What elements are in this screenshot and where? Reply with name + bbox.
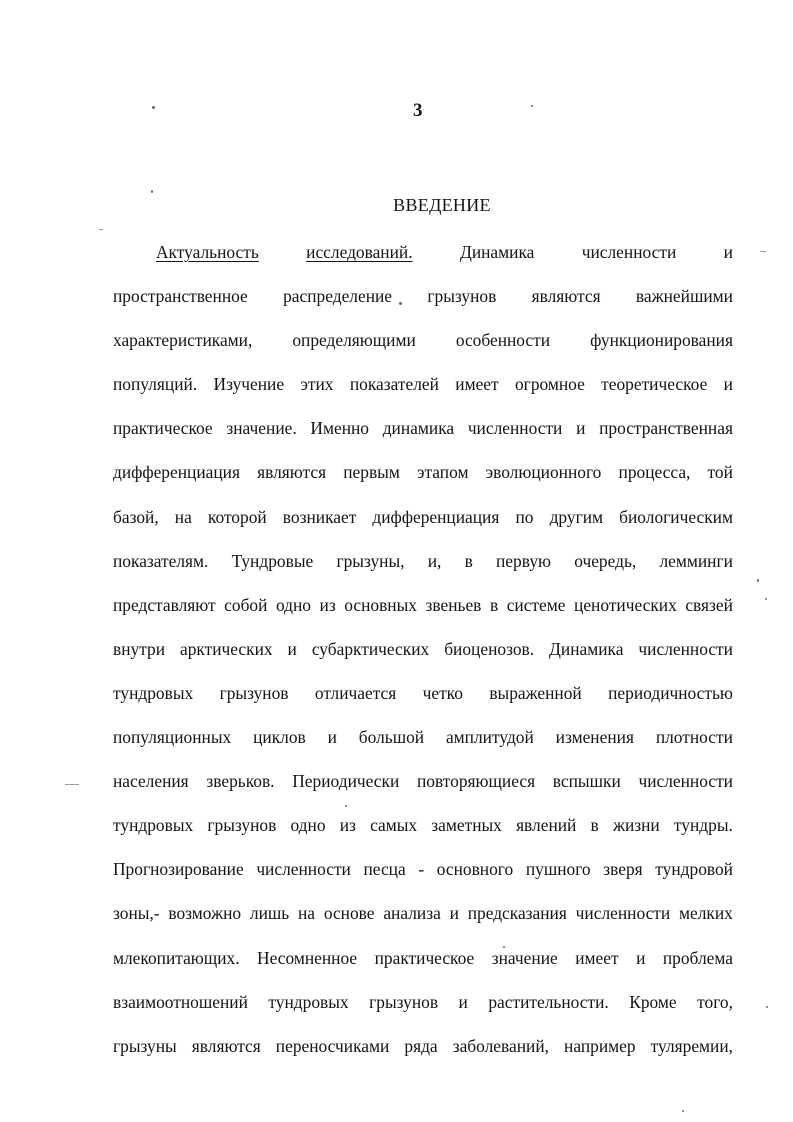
word: одно (275, 594, 311, 615)
scan-speck (531, 105, 533, 107)
word: численности (581, 242, 677, 262)
scan-speck (682, 1110, 684, 1112)
word: ценотических (574, 594, 677, 615)
word: связей (685, 594, 733, 615)
word: этапом (417, 462, 469, 483)
text-line (113, 811, 733, 855)
text-line (113, 414, 733, 458)
word: теоретическое (601, 374, 708, 395)
word: являются (191, 1035, 261, 1056)
word: грызунов (369, 991, 439, 1012)
word: являются (531, 286, 601, 307)
word: дифференциация (113, 462, 240, 483)
word: отличается (314, 682, 397, 703)
word: зверьков. (206, 771, 275, 792)
word: изменения (555, 727, 634, 748)
word: грызунов (207, 815, 277, 836)
scan-speck (152, 106, 155, 109)
word: собой (224, 594, 268, 615)
word: в (590, 815, 599, 836)
scan-speck (503, 946, 505, 948)
word: грызунов (427, 286, 497, 307)
text-line (113, 944, 733, 988)
text-line (113, 1032, 733, 1076)
word: и (327, 727, 337, 748)
text-line (113, 370, 733, 414)
word: основных (344, 594, 417, 615)
text-line (113, 458, 733, 502)
word: этих (300, 374, 334, 395)
word: жизни (612, 815, 660, 836)
word: на (298, 903, 316, 924)
word: вспышки (552, 771, 621, 792)
word: четко (422, 682, 463, 703)
word: тундровой (655, 859, 733, 880)
word: Тундровые (231, 550, 314, 571)
word: повторяющиеся (416, 771, 536, 792)
word: очередь, (574, 550, 637, 571)
word: которой (207, 506, 267, 527)
word: биологическим (619, 506, 733, 527)
word: возникает (282, 506, 357, 527)
page-number: 3 (413, 100, 423, 121)
word: большой (358, 727, 425, 748)
word: важнейшими (635, 286, 733, 307)
text-line (113, 899, 733, 943)
word: Динамика (549, 638, 624, 659)
word: и (287, 638, 297, 659)
word: тундры. (673, 815, 733, 836)
word: практическое (374, 947, 475, 968)
word: выраженной (489, 682, 582, 703)
word: растительности. (488, 991, 609, 1012)
scan-mark (760, 251, 766, 252)
word: динамика (382, 418, 455, 439)
word: основного (436, 859, 514, 880)
word: и (723, 242, 733, 262)
word: эволюционного (485, 462, 602, 483)
word: на (174, 506, 192, 527)
word: процесса, (618, 462, 691, 483)
word: заболеваний, (452, 1035, 549, 1056)
word: возможно (168, 903, 242, 924)
word: песца (363, 859, 406, 880)
text-line (113, 238, 733, 282)
scan-speck (766, 1006, 768, 1008)
word: той (707, 462, 733, 483)
word: туляремии, (650, 1035, 733, 1056)
scan-speck (345, 805, 347, 807)
word: численности (638, 771, 733, 792)
word: особенности (455, 330, 551, 351)
word: Именно (310, 418, 369, 439)
word: численности (256, 859, 351, 880)
word: практическое (113, 418, 213, 439)
word: показателям. (113, 550, 209, 571)
text-line (113, 282, 733, 326)
word: циклов (253, 727, 306, 748)
word: дифференциация (372, 506, 500, 527)
word: в (464, 550, 473, 571)
text-line (113, 988, 733, 1032)
text-line (113, 503, 733, 547)
word: лемминги (659, 550, 733, 571)
word: грызуны, (336, 550, 405, 571)
word: в (489, 594, 499, 615)
word: пространственное (113, 286, 248, 307)
word: Изучение (213, 374, 285, 395)
word: населения (113, 771, 189, 792)
word: первую (495, 550, 552, 571)
word: например (564, 1035, 636, 1056)
word: значение. (226, 418, 297, 439)
word: тундровых (268, 991, 349, 1012)
word: и, (427, 550, 442, 571)
word: из (339, 815, 356, 836)
word: мелких (679, 903, 733, 924)
word: зоны,- (113, 903, 160, 924)
word: плотности (655, 727, 733, 748)
word: исследований. (306, 242, 413, 262)
word: тундровых (113, 815, 194, 836)
scan-mark (65, 784, 79, 785)
text-line (113, 679, 733, 723)
word: предсказания (467, 903, 567, 924)
text-line (113, 723, 733, 767)
word: имеет (455, 374, 499, 395)
word: распределение (283, 286, 393, 307)
word: Прогнозирование (113, 859, 244, 880)
word: самых (370, 815, 418, 836)
word: грызунов (219, 682, 289, 703)
word: субарктических (311, 638, 430, 659)
word: показателей (349, 374, 439, 395)
text-line (113, 326, 733, 370)
word: переносчиками (275, 1035, 390, 1056)
word: звеньев (425, 594, 482, 615)
body-text (113, 238, 733, 1076)
word: взаимоотношений (113, 991, 248, 1012)
scan-speck (765, 598, 767, 600)
scan-speck (757, 579, 759, 582)
word: внутри (113, 638, 166, 659)
word: Несомненное (257, 947, 358, 968)
scan-speck (151, 190, 153, 193)
word: и (576, 418, 586, 439)
word: численности (467, 418, 563, 439)
scan-mark (99, 229, 103, 230)
word: заметных (431, 815, 502, 836)
word: зверя (603, 859, 643, 880)
word: - (418, 859, 425, 880)
text-line (113, 855, 733, 899)
word: являются (257, 462, 327, 483)
word: базой, (113, 506, 159, 527)
word: пушного (525, 859, 591, 880)
word: явлений (516, 815, 577, 836)
word: другим (549, 506, 604, 527)
word: первым (343, 462, 400, 483)
word: системе (506, 594, 566, 615)
word: того, (697, 991, 733, 1012)
text-line (113, 591, 733, 635)
word: значение (491, 947, 558, 968)
text-line (113, 547, 733, 591)
word: и (458, 991, 468, 1012)
word: из (319, 594, 336, 615)
word: и (636, 947, 646, 968)
text-line (113, 767, 733, 811)
word: грызуны (113, 1035, 177, 1056)
word: Актуальность (156, 242, 259, 262)
word: тундровых (113, 682, 194, 703)
word: арктических (179, 638, 273, 659)
word: популяционных (113, 727, 232, 748)
word: лишь (249, 903, 290, 924)
word: функционирования (590, 330, 733, 351)
word: одно (290, 815, 326, 836)
word: млекопитающих. (113, 947, 240, 968)
word: по (515, 506, 534, 527)
word: биоценозов. (444, 638, 535, 659)
word: Кроме (629, 991, 677, 1012)
word: характеристиками, (113, 330, 253, 351)
word: численности (638, 638, 733, 659)
word: проблема (662, 947, 733, 968)
word: огромное (514, 374, 585, 395)
word: численности (575, 903, 671, 924)
word: и (449, 903, 459, 924)
word: и (723, 374, 733, 395)
text-line (113, 635, 733, 679)
word: представляют (113, 594, 216, 615)
word: имеет (575, 947, 619, 968)
word: ряда (404, 1035, 438, 1056)
word: популяций. (113, 374, 198, 395)
word: анализа (383, 903, 441, 924)
word: амплитудой (445, 727, 534, 748)
word: пространственная (599, 418, 733, 439)
word: Периодически (292, 771, 400, 792)
word: Динамика (459, 242, 535, 262)
word: определяющими (292, 330, 416, 351)
word: периодичностью (608, 682, 733, 703)
section-heading: ВВЕДЕНИЕ (393, 195, 491, 215)
word: основе (323, 903, 375, 924)
scan-speck (399, 302, 402, 305)
